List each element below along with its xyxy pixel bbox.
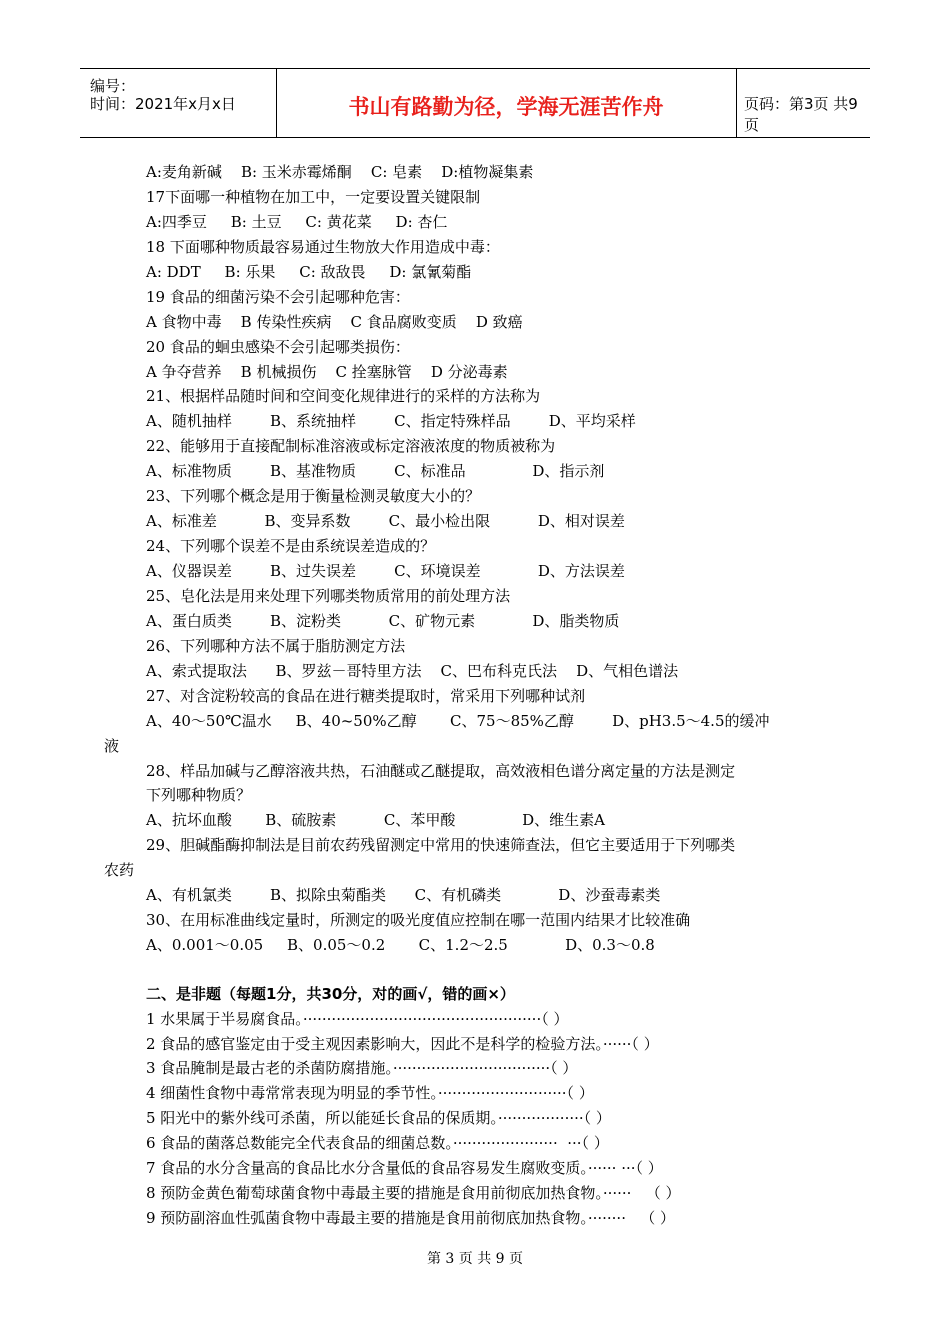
header-left-cell [80, 69, 277, 137]
document-code: 编号： [90, 77, 136, 95]
question-30: 30、在用标准曲线定量时，所测定的吸光度值应控制在哪一范围内结果才比较准确 [146, 911, 691, 929]
judgment-item: 6 食品的菌落总数能完全代表食品的细菌总数。······················ ···（ ） [146, 1134, 609, 1152]
judgment-item: 7 食品的水分含量高的食品比水分含量低的食品容易发生腐败变质。······ ···（ ） [146, 1159, 663, 1177]
text-line: 下列哪种物质？ [146, 786, 252, 804]
text-line: 农药 [104, 861, 135, 879]
question-27: 27、对含淀粉较高的食品在进行糖类提取时，常采用下列哪种试剂 [146, 687, 586, 705]
text-line: A、40～50℃温水 B、40~50%乙醇 C、75～85%乙醇 D、pH3.5～4.5的缓冲 [146, 712, 770, 730]
question-18: 18 下面哪种物质最容易通过生物放大作用造成中毒： [146, 238, 500, 256]
judgment-item: 4 细菌性食物中毒常常表现为明显的季节性。···························（ ） [146, 1084, 594, 1102]
text-line: A: DDT B: 乐果 C: 敌敌畏 D: 氯氰菊酯 [146, 263, 472, 281]
text-line: A、蛋白质类 B、淀粉类 C、矿物元素 D、脂类物质 [146, 612, 620, 630]
text-line: A、索式提取法 B、罗兹－哥特里方法 C、巴布科克氏法 D、气相色谱法 [146, 662, 679, 680]
question-29: 29、胆碱酯酶抑制法是目前农药残留测定中常用的快速筛查法，但它主要适用于下列哪类 [146, 836, 736, 854]
judgment-item: 8 预防金黄色葡萄球菌食物中毒最主要的措施是食用前彻底加热食物。······ （ ） [146, 1184, 681, 1202]
judgment-item: 1 水果属于半易腐食品。··················································（ ） [146, 1010, 569, 1028]
text-line: A、随机抽样 B、系统抽样 C、指定特殊样品 D、平均采样 [146, 412, 636, 430]
header-page-cell [736, 69, 870, 137]
page-header [80, 68, 870, 138]
judgment-item: 3 食品腌制是最古老的杀菌防腐措施。·································（ ） [146, 1059, 578, 1077]
question-25: 25、皂化法是用来处理下列哪类物质常用的前处理方法 [146, 587, 511, 605]
question-17: 17下面哪一种植物在加工中，一定要设置关键限制 [146, 188, 481, 206]
page-footer: 第 3 页 共 9 页 [426, 1251, 524, 1267]
text-line: A 食物中毒 B 传染性疾病 C 食品腐败变质 D 致癌 [146, 313, 523, 331]
text-line: A、标准差 B、变异系数 C、最小检出限 D、相对误差 [146, 512, 625, 530]
judgment-item: 5 阳光中的紫外线可杀菌，所以能延长食品的保质期。··················（ ） [146, 1109, 611, 1127]
text-line: A:四季豆 B: 土豆 C: 黄花菜 D: 杏仁 [146, 213, 448, 231]
motto: 书山有路勤为径，学海无涯苦作舟 [348, 95, 664, 119]
question-22: 22、能够用于直接配制标准溶液或标定溶液浓度的物质被称为 [146, 437, 556, 455]
question-28: 28、样品加碱与乙醇溶液共热，石油醚或乙醚提取，高效液相色谱分离定量的方法是测定 [146, 762, 736, 780]
text-line: A、0.001～0.05 B、0.05～0.2 C、1.2～2.5 D、0.3～0.8 [146, 936, 655, 954]
section-title: 二、是非题（每题1分，共30分，对的画√，错的画×） [146, 985, 515, 1003]
document-date: 时间：2021年x月x日 [90, 95, 236, 113]
question-19: 19 食品的细菌污染不会引起哪种危害： [146, 288, 410, 306]
judgment-item: 9 预防副溶血性弧菌食物中毒最主要的措施是食用前彻底加热食物。········ （ ） [146, 1209, 676, 1227]
question-26: 26、下列哪种方法不属于脂肪测定方法 [146, 637, 406, 655]
question-23: 23、下列哪个概念是用于衡量检测灵敏度大小的？ [146, 487, 481, 505]
judgment-item: 2 食品的感官鉴定由于受主观因素影响大，因此不是科学的检验方法。······（ ） [146, 1035, 659, 1053]
text-line: A 争夺营养 B 机械损伤 C 拴塞脉管 D 分泌毒素 [146, 363, 508, 381]
question-24: 24、下列哪个误差不是由系统误差造成的？ [146, 537, 436, 555]
text-line: A、标准物质 B、基准物质 C、标准品 D、指示剂 [146, 462, 605, 480]
page-number: 页码：第3页 共9页 [744, 95, 858, 134]
text-line: A:麦角新碱 B: 玉米赤霉烯酮 C: 皂素 D:植物凝集素 [146, 163, 534, 181]
header-motto-cell [276, 69, 737, 137]
question-20: 20 食品的蛔虫感染不会引起哪类损伤： [146, 338, 410, 356]
text-line: A、抗坏血酸 B、硫胺素 C、苯甲酸 D、维生素A [146, 811, 606, 829]
text-line: A、仪器误差 B、过失误差 C、环境误差 D、方法误差 [146, 562, 625, 580]
question-21: 21、根据样品随时间和空间变化规律进行的采样的方法称为 [146, 387, 541, 405]
text-line: 液 [104, 737, 120, 755]
text-line: A、有机氯类 B、拟除虫菊酯类 C、有机磷类 D、沙蚕毒素类 [146, 886, 661, 904]
